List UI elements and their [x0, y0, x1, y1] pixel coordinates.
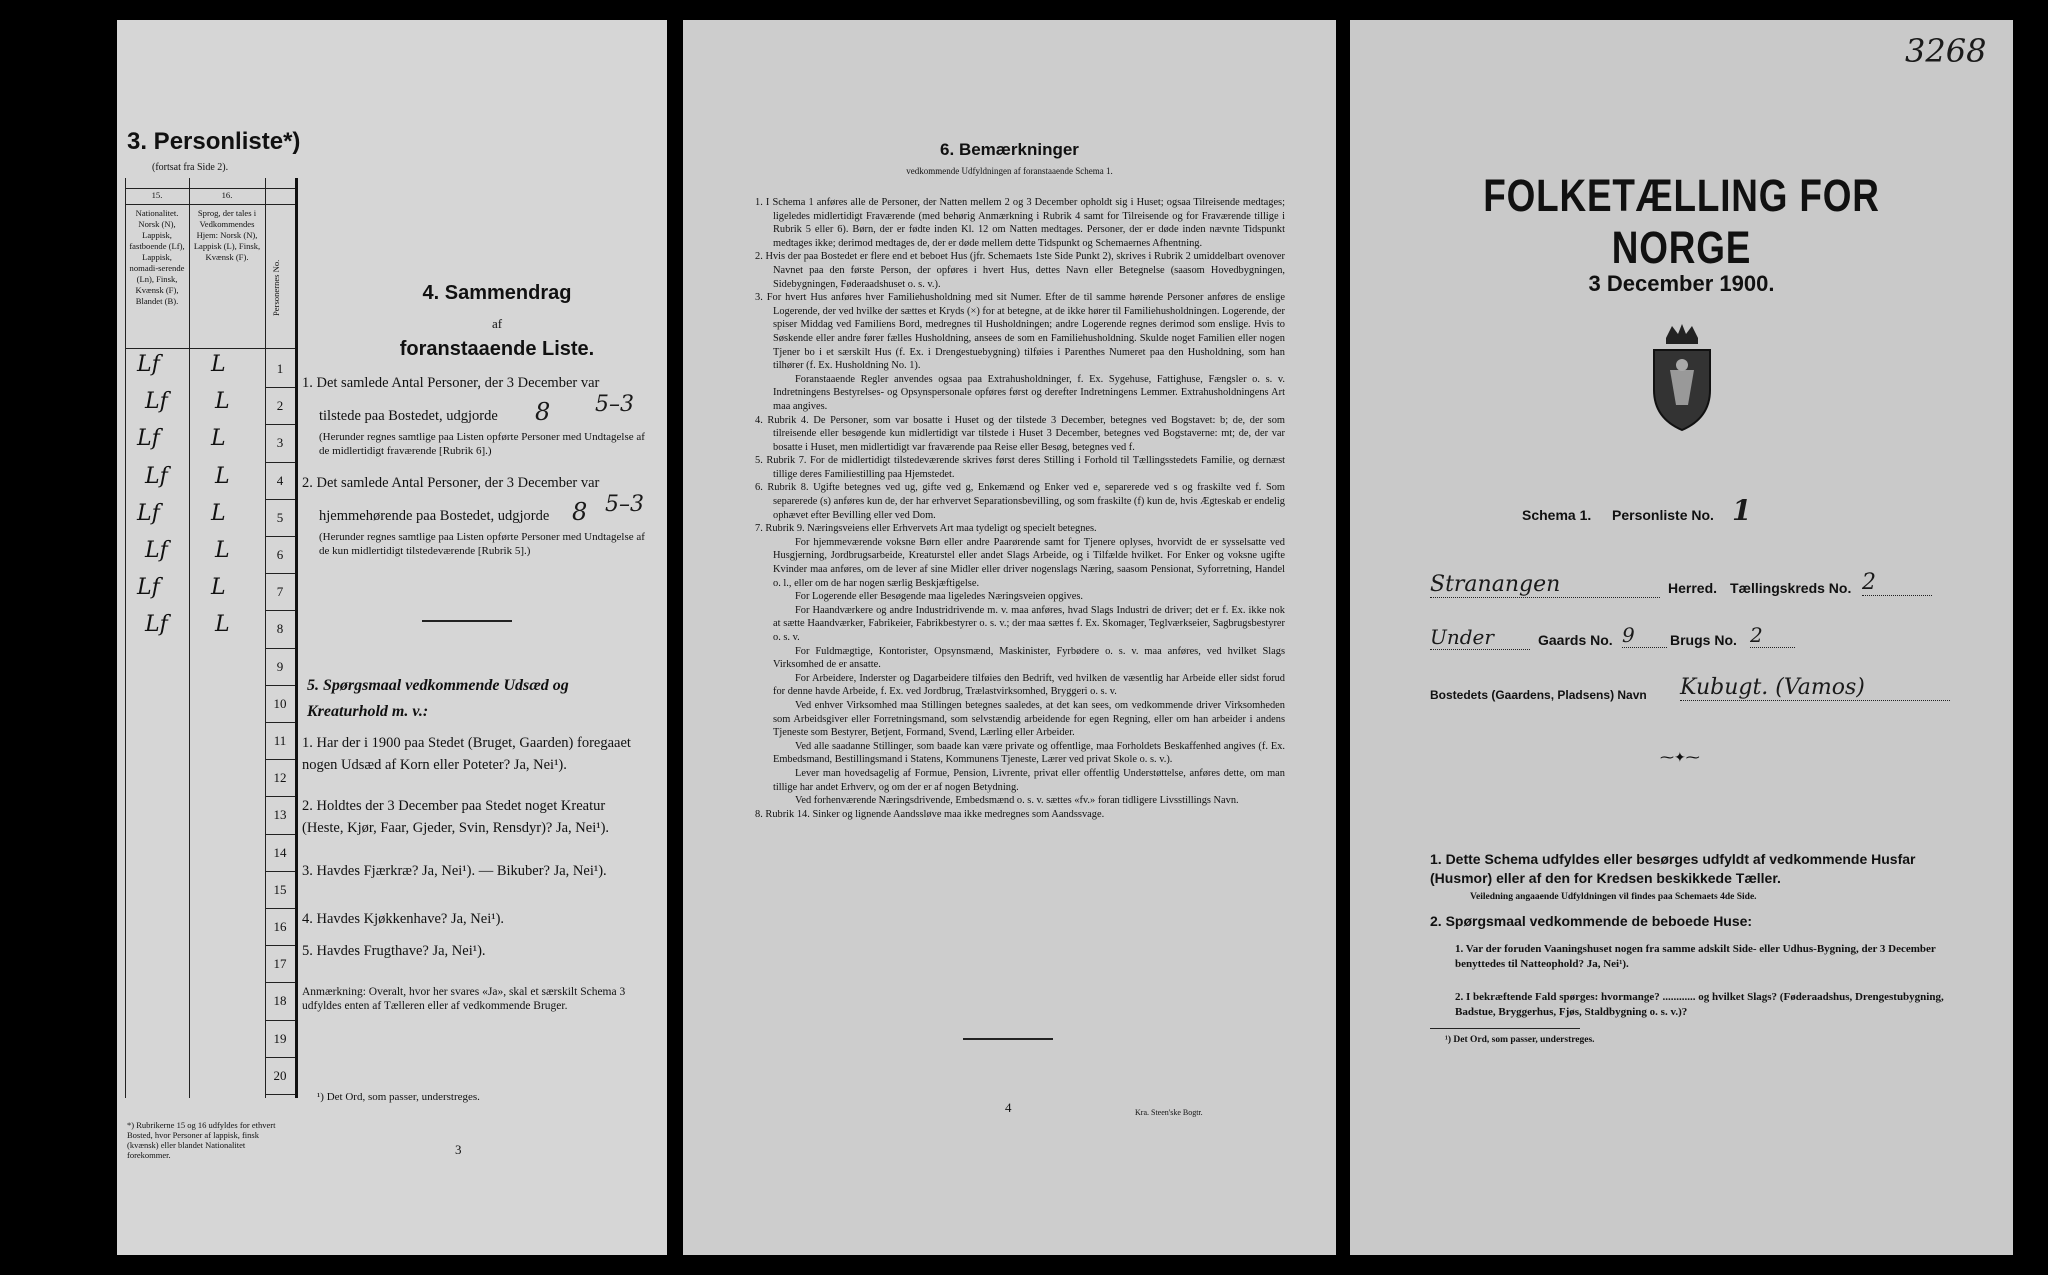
remark-paragraph: 1. I Schema 1 anføres alle de Personer, der Natten mellem 2 og 3 December opholdt sig i Huset; ogsaa Tilreisende medtages; ligeledes midlertidigt Fraværende (med behørig Anmærkning i Rubrik 4 samt for Tilreisende og for Fraværende tillige i Rubrik 5 eller 6). Børn, der er fødte inden Kl. 12 om Natten medtages. Personer, der er døde inden nævnte Tidspunkt medtages ikke; derimod medtages de, der er døde mellem dette Tidspunkt og Schemaernes Afhentning.	[755, 197, 1285, 249]
annotation-note: Anmærkning: Overalt, hvor her svares «Ja», skal et særskilt Schema 3 udfyldes enten af Tælleren eller af vedkommende Bruger.	[302, 986, 626, 1012]
remark-paragraph: Foranstaaende Regler anvendes ogsaa paa Extrahusholdninger, f. Ex. Sygehuse, Fattighuse, Fængsler o. s. v. Indretningens Bestyrelses- og Opsynspersonale opføres først og derefter Indretningens Lemmer. Extrahusholdningens Art maa angives.	[773, 373, 1285, 412]
summary-item-1: 1. Det samlede Antal Personer, der 3 December var	[302, 375, 600, 391]
row-number: 8	[276, 621, 284, 637]
col17-header: Personernes No.	[271, 259, 281, 317]
nationality-entry: Lf	[145, 463, 168, 489]
remark-paragraph: Ved enhver Virksomhed maa Stillingen betegnes saaledes, at det kan sees, om vedkommende driver Virksomheden som Arbeidsgiver eller Forretningsmand, som selvstændig arbeidende for egen Regning, eller om han arbeider i andens Tjeneste som Bestyrer, Betjent, Formand, Svend, Lærling eller Arbeider.	[773, 699, 1285, 739]
remark-paragraph: 5. Rubrik 7. For de midlertidigt tilstedeværende skrives først deres Stilling i Forhold til Tællingsstedets Familie, og dernæst tillige deres Familiestilling paa Hjemstedet.	[755, 455, 1285, 480]
row-number: 14	[273, 844, 287, 860]
nationality-entry: Lf	[145, 538, 168, 563]
row-divider	[265, 722, 295, 723]
left-page	[117, 20, 667, 1255]
divider	[1430, 1028, 1580, 1029]
archive-number: 3268	[1905, 32, 1987, 70]
divider	[963, 1038, 1053, 1040]
herred-label: Herred.	[1668, 580, 1718, 596]
herred-value: Stranangen	[1430, 572, 1660, 598]
page-number: 4	[1005, 1100, 1012, 1115]
row-number: 20	[273, 1067, 287, 1083]
remark-paragraph: 6. Rubrik 8. Ugifte betegnes ved ug, gifte ved g, Enkemænd og Enker ved e, separerede ved s og fraskilte ved f. Som separerede (s) anføres kun de, der har erhvervet Separationsbevilling, og som fraskilte (f) kun de, hvis Ægteskab er endelig ophævet efter Bevilling eller ved Dom.	[755, 482, 1285, 521]
schema-label: Schema 1.	[1522, 507, 1592, 523]
summary-af: af	[491, 316, 503, 331]
row-number: 9	[276, 658, 284, 674]
row-divider	[265, 945, 295, 946]
printer-mark: Kra. Steen'ske Bogtr.	[1135, 1108, 1203, 1117]
row-divider	[265, 462, 295, 463]
language-entry: L	[211, 426, 226, 452]
instruction-1: 1. Dette Schema udfyldes eller besørges udfyldt af vedkommende Husfar (Husmor) eller af den for Kredsen beskikkede Tæller.	[1430, 851, 1916, 886]
row-number: 7	[276, 584, 284, 600]
summary-margin-1: 5–3	[595, 392, 634, 417]
language-entry: L	[215, 389, 230, 415]
personliste-label: Personliste No.	[1612, 507, 1714, 523]
row-number: 16	[273, 919, 287, 934]
remark-paragraph: For Logerende eller Besøgende maa ligeledes Næringsveien opgives.	[795, 591, 1083, 603]
census-title: FOLKETÆLLING FOR NORGE	[1483, 170, 1880, 273]
nationality-entry: Lf	[145, 612, 168, 638]
language-entry: L	[211, 352, 226, 377]
nationality-entry: Lf	[145, 389, 168, 415]
question-1: 1. Har der i 1900 paa Stedet (Bruget, Gaarden) foregaaet nogen Udsæd af Korn eller Poteter? Ja, Nei¹).	[302, 735, 631, 773]
remark-paragraph: 7. Rubrik 9. Næringsveiens eller Erhvervets Art maa tydeligt og specielt betegnes.	[755, 523, 1097, 535]
row-number: 1	[276, 361, 284, 376]
row-number: 18	[273, 993, 287, 1009]
row-divider	[265, 982, 295, 983]
row-number: 12	[273, 770, 287, 786]
remark-paragraph: 3. For hvert Hus anføres hver Familiehusholdning med sit Numer. Efter de til samme hørende Personer anføres de enslige Logerende, der ved hvilke der sættes et Kryds (×) for at betegne, at de ikke hører til Familiehusholdningen. Logerende, der spiser Middag ved Familiens Bord, medregnes til Husholdningen; andre Logerende regnes derimod som enslige. Hvis to Søskende eller andre fører fælles Husholdning, ansees de som en Familiehusholdning. Skulde noget Familien eller nogen Tjener bo i et særskilt Hus (f. Ex. i Drengestuebygning) tilføies i Parenthes Numeret paa den Husholdning, som han tilhører (f. Ex. Husholdning No. 1).	[755, 292, 1285, 372]
bosted-value: Kubugt. (Vamos)	[1680, 675, 1950, 701]
nationality-entry: Lf	[137, 352, 160, 377]
personliste-value: 1	[1732, 494, 1752, 527]
row-divider	[265, 1020, 295, 1021]
row-divider	[265, 424, 295, 425]
brug-label: Brugs No.	[1670, 632, 1737, 648]
summary-note-1: (Herunder regnes samtlige paa Listen opførte Personer med Undtagelse af de midlertidigt fraværende [Rubrik 6].)	[319, 431, 645, 457]
right-page	[1350, 20, 2013, 1255]
remark-paragraph: Ved forhenværende Næringsdrivende, Embedsmænd o. s. v. sættes «fv.» foran tidligere Livsstillings Navn.	[795, 795, 1239, 807]
ornament-icon: ⁓✦⁓	[1660, 751, 1700, 766]
summary-value-2: 8	[572, 498, 588, 526]
instruction-2-1: 1. Var der foruden Vaaningshuset nogen fra samme adskilt Side- eller Udhus-Bygning, der 3 December benyttedes til Natteophold? Ja, Nei¹).	[1455, 943, 1936, 970]
row-divider	[265, 871, 295, 872]
remarks-title: 6. Bemærkninger	[940, 140, 1079, 159]
col15-number: 15.	[151, 190, 163, 200]
row-number: 3	[276, 435, 284, 451]
language-entry: L	[215, 463, 230, 489]
col16-number: 16.	[221, 190, 233, 200]
col15-header: Nationalitet. Norsk (N), Lappisk, fastboende (Lf), Lappisk, nomadi-serende (Ln), Finsk, Kvænsk (F), Blandet (B).	[129, 208, 185, 306]
personliste-subtitle: (fortsat fra Side 2).	[152, 162, 229, 173]
language-entry: L	[211, 575, 226, 601]
instruction-1-note: Veiledning angaaende Udfyldningen vil findes paa Schemaets 4de Side.	[1470, 892, 1757, 902]
question-3: 3. Havdes Fjærkræ? Ja, Nei¹). — Bikuber? Ja, Nei¹).	[302, 863, 607, 879]
row-divider	[265, 648, 295, 649]
language-entry: L	[211, 500, 226, 526]
summary-item-1b: tilstede paa Bostedet, udgjorde	[319, 408, 498, 424]
remark-paragraph: For Haandværkere og andre Industridrivende m. v. maa anføres, hvad Slags Industri de driver; det er f. Ex. ikke nok at sætte Haandværker, Fabrikeier, Fabrikbestyrer o. s. v.; der maa sættes f. Ex. Skomager, Teglværkseier, Sagbrugsbestyrer o. s. v.	[773, 604, 1285, 643]
right-footnote: ¹) Det Ord, som passer, understreges.	[1445, 1035, 1595, 1045]
coat-of-arms-icon	[1642, 320, 1722, 435]
language-entry: L	[215, 538, 230, 563]
row-divider	[265, 610, 295, 611]
remark-paragraph: For hjemmeværende voksne Børn eller andre Paarørende samt for Tjenere oplyses, hvorvidt de er sysselsatte ved Husgjerning, Jordbrugsarbeide, Kreaturstel eller andet Slags Arbeide, og i Tilfælde hvilket. For Enker og voksne ugifte Kvinder maa anføres, om de lever af sine Midler eller driver nogenslags Næring, saasom Pensionat, Syforretning, Handel o. l., eller om de har nogen særlig Beskjæftigelse.	[773, 536, 1285, 589]
summary-item-2: 2. Det samlede Antal Personer, der 3 December var	[302, 475, 600, 491]
gaard-label: Gaards No.	[1538, 632, 1613, 648]
row-divider	[265, 834, 295, 835]
page-number: 3	[455, 1142, 462, 1157]
row-number: 6	[276, 547, 284, 562]
row-divider	[265, 573, 295, 574]
remark-paragraph: 4. Rubrik 4. De Personer, som var bosatte i Huset og der tilstede 3 December, betegnes ved Bogstavet: b; de, der som tilreisende eller besøgende kun midlertidigt var tilstede i Huset 3 December, betegnes ved Bogstaverne: mt; de, der var bosatte i Huset, men midlertidigt var fraværende paa Reise eller Besøg, betegnes ved f.	[755, 414, 1285, 453]
kreds-label: Tællingskreds No.	[1730, 580, 1852, 596]
question-2: 2. Holdtes der 3 December paa Stedet noget Kreatur (Heste, Kjør, Faar, Gjeder, Svin, Rensdyr)? Ja, Nei¹).	[302, 798, 610, 836]
row-number: 4	[276, 472, 284, 488]
instruction-2: 2. Spørgsmaal vedkommende de beboede Huse:	[1430, 913, 1753, 929]
page-footnote: ¹) Det Ord, som passer, understreges.	[317, 1091, 480, 1103]
summary-margin-2: 5–3	[605, 492, 644, 517]
census-date: 3 December 1900.	[1588, 271, 1775, 296]
row-number: 10	[273, 695, 287, 711]
row-number: 19	[273, 1030, 287, 1046]
questions-title: 5. Spørgsmaal vedkommende Udsæd og Kreaturhold m. v.:	[307, 677, 569, 720]
summary-title: 4. Sammendrag	[422, 282, 572, 304]
remarks-body	[755, 196, 1285, 821]
row-divider	[265, 759, 295, 760]
row-number: 5	[276, 509, 284, 525]
remark-paragraph: 8. Rubrik 14. Sinker og lignende Aandssløve maa ikke medregnes som Aandssvage.	[755, 808, 1105, 820]
remarks-subtitle: vedkommende Udfyldningen af foranstaaende Schema 1.	[906, 166, 1113, 176]
nationality-entry: Lf	[137, 426, 160, 452]
question-4: 4. Havdes Kjøkkenhave? Ja, Nei¹).	[302, 911, 505, 927]
nationality-entry: Lf	[137, 500, 160, 526]
col16-header: Sprog, der tales i Vedkommendes Hjem: Norsk (N), Lappisk (L), Finsk, Kvænsk (F).	[193, 208, 261, 262]
summary-item-2b: hjemmehørende paa Bostedet, udgjorde	[319, 508, 550, 524]
gaard-value: 9	[1622, 623, 1667, 648]
row-divider	[265, 908, 295, 909]
row-divider	[265, 1057, 295, 1058]
column-footnote: *) Rubrikerne 15 og 16 udfyldes for ethvert Bosted, hvor Personer af lappisk, finsk (kvænsk) eller blandet Nationalitet forekommer.	[127, 1120, 276, 1160]
remark-paragraph: Lever man hovedsagelig af Formue, Pension, Livrente, privat eller offentlig Understøttelse, anføres dette, om man tillige har andet Erhverv, og om der er af nogen Betydning.	[773, 767, 1285, 793]
remark-paragraph: For Arbeidere, Inderster og Dagarbeidere tilføies den Bedrift, ved hvilken de væsentlig har Arbeide eller sidst forud for denne havde Arbeide, f. Ex. ved Jordbrug, Trælastvirksomhed, Bryggeri o. s. v.	[773, 672, 1285, 698]
brug-value: 2	[1750, 623, 1795, 648]
row-number: 2	[276, 398, 284, 414]
bosted-label: Bostedets (Gaardens, Pladsens) Navn	[1430, 688, 1647, 702]
instruction-2-2: 2. I bekræftende Fald spørges: hvormange? ............ og hvilket Slags? (Føderaadshus, Drengestubygning, Badstue, Bryggerhus, Fjøs, Staldbygning o. s. v.)?	[1455, 991, 1944, 1018]
summary-value-1: 8	[535, 398, 551, 426]
middle-page	[683, 20, 1336, 1255]
gaard-prefix: Under	[1430, 625, 1530, 650]
remark-paragraph: 2. Hvis der paa Bostedet er flere end et beboet Hus (jfr. Schemaets 1ste Side Punkt 2), skrives i Rubrik 2 umiddelbart ovenover Navnet paa den første Person, der opføres i hvert Hus, dettes Navn eller Betegnelse (saasom Hovedbygningen, Sidebygningen, Føderaadshuset o. s. v.).	[755, 251, 1285, 290]
row-number: 13	[273, 807, 287, 823]
row-divider	[265, 387, 295, 388]
remark-paragraph: For Fuldmægtige, Kontorister, Opsynsmænd, Maskinister, Fyrbødere o. s. v. maa anføres, ved hvilket Slags Virksomhed de er ansatte.	[773, 645, 1285, 671]
language-entry: L	[215, 612, 230, 638]
question-5: 5. Havdes Frugthave? Ja, Nei¹).	[302, 943, 486, 959]
row-number: 15	[273, 881, 287, 897]
row-number: 11	[273, 733, 287, 748]
nationality-table	[125, 178, 298, 1098]
divider	[422, 620, 512, 622]
personliste-title: 3. Personliste*)	[127, 128, 301, 155]
summary-title-2: foranstaaende Liste.	[399, 338, 595, 360]
row-divider	[265, 1094, 295, 1095]
row-number: 17	[273, 956, 287, 972]
nationality-entry: Lf	[137, 575, 160, 601]
row-divider	[265, 536, 295, 537]
summary-note-2: (Herunder regnes samtlige paa Listen opførte Personer med Undtagelse af de kun midlertidigt tilstedeværende [Rubrik 5].)	[319, 531, 645, 557]
row-divider	[265, 796, 295, 797]
kreds-value: 2	[1862, 570, 1932, 596]
remark-paragraph: Ved alle saadanne Stillinger, som baade kan være private og offentlige, maa Forholdets Beskaffenhed angives (f. Ex. Embedsmand, Bestillingsmand i Statens, Kommunens Tjeneste, Lærer ved privat Skole o. s. v.).	[773, 740, 1285, 766]
row-divider	[265, 499, 295, 500]
row-divider	[265, 685, 295, 686]
